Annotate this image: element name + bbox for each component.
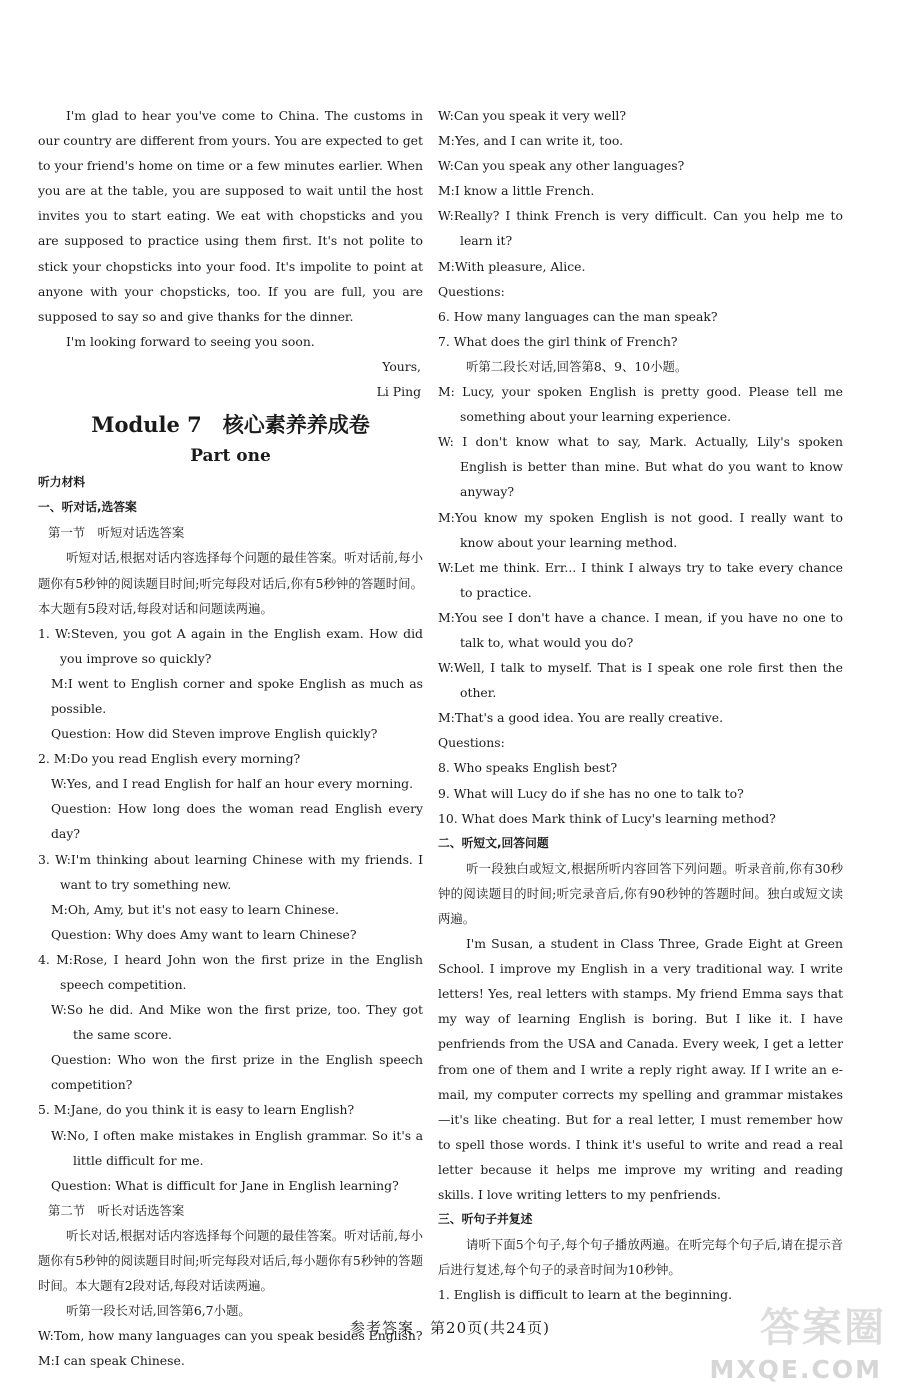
dialogue-line: 5. M:Jane, do you think it is easy to learn English? (38, 1102, 355, 1118)
sentence-item: 1. English is difficult to learn at the beginning. (438, 1287, 733, 1303)
dialog-1-intro: 听第一段长对话,回答第6,7小题。 (66, 1303, 251, 1319)
dialogue-line: W:No, I often make mistakes in English grammar. So it's a little difficult for me. (51, 1127, 423, 1168)
letter-paragraph-2: I'm looking forward to seeing you soon. (66, 333, 315, 349)
question-item: 10. What does Mark think of Lucy's learning method? (438, 810, 776, 826)
subsection-1-instructions: 听短对话,根据对话内容选择每个问题的最佳答案。听对话前,每小题你有5秒钟的阅读题目时间;听完每段对话后,你有5秒钟的答题时间。本大题有5段对话,每段对话和问题读两遍。 (38, 550, 423, 616)
dialogue-line: W:Tom, how many languages can you speak besides English? (38, 1328, 423, 1344)
dialogue-line: 3. W:I'm thinking about learning Chinese with my friends. I want to try something new. (38, 851, 423, 892)
questions-label: Questions: (438, 735, 505, 751)
dialogue-line: W:Let me think. Err... I think I always try to take every chance to practice. (438, 559, 843, 600)
dialogue-line: M:Yes, and I can write it, too. (438, 133, 624, 149)
dialogue-question: Question: How long does the woman read English every day? (51, 801, 423, 842)
question-item: 8. Who speaks English best? (438, 760, 618, 776)
dialogue-line: W:Well, I talk to myself. That is I speak one role first then the other. (438, 660, 843, 701)
section-2-title: 二、听短文,回答问题 (438, 835, 549, 850)
listening-passage: I'm Susan, a student in Class Three, Grade Eight at Green School. I improve my English in a very traditional way. I write letters! Yes, real letters with stamps. My friend Emma says that my way of learning English is boring. But I like it. I have penfriends from the USA and Canada. Every week, I get a letter from one of them and I write a reply right away. If I write an e-mail, my computer corrects my spelling and grammar mistakes—it's like cheating. But for a real letter, I must remember how to spell those words. I think it's useful to write and read a real letter because it helps me improve my writing and reading skills. I love writing letters to my penfriends. (438, 936, 843, 1203)
dialogue-line: M:That's a good idea. You are really creative. (438, 710, 724, 726)
right-column (438, 103, 843, 1308)
dialogue-question: Question: Why does Amy want to learn Chinese? (51, 926, 357, 942)
listening-label: 听力材料 (38, 475, 86, 490)
subsection-1-title: 第一节 听短对话选答案 (48, 525, 185, 541)
letter-signature: Li Ping (376, 384, 421, 400)
section-3-instructions: 请听下面5个句子,每个句子播放两遍。在听完每个句子后,请在提示音后进行复述,每个句子的录音时间为10秒钟。 (438, 1237, 843, 1278)
dialogue-line: M:With pleasure, Alice. (438, 258, 586, 274)
module-title: Module 7 核心素养养成卷 (91, 412, 370, 438)
dialogue-question: Question: Who won the first prize in the English speech competition? (51, 1052, 423, 1093)
watermark-logo (711, 1296, 886, 1384)
dialogue-line: 2. M:Do you read English every morning? (38, 751, 301, 767)
page-footer: 参考答案 第20页(共24页) (350, 1319, 550, 1337)
watermark-site-text: MXQE.COM (709, 1355, 882, 1384)
question-item: 7. What does the girl think of French? (438, 333, 678, 349)
dialogue-line: M: Lucy, your spoken English is pretty good. Please tell me something about your learning experience. (438, 384, 843, 425)
section-3-title: 三、听句子并复述 (438, 1212, 533, 1227)
dialogue-question: Question: What is difficult for Jane in English learning? (51, 1177, 399, 1193)
dialogue-line: M:I can speak Chinese. (38, 1353, 185, 1369)
dialogue-line: W:Can you speak it very well? (438, 108, 627, 123)
dialogue-line: 1. W:Steven, you got A again in the English exam. How did you improve so quickly? (38, 625, 423, 666)
dialogue-line: M:You know my spoken English is not good. I really want to know about your learning method. (438, 509, 843, 550)
dialogue-line: M:Oh, Amy, but it's not easy to learn Chinese. (51, 901, 339, 917)
dialogue-line: W: I don't know what to say, Mark. Actually, Lily's spoken English is better than mine. But what do you want to know anyway? (438, 434, 843, 500)
subsection-2-title: 第二节 听长对话选答案 (48, 1202, 185, 1218)
dialogue-line: 4. M:Rose, I heard John won the first prize in the English speech competition. (38, 951, 423, 992)
dialogue-line: M:I know a little French. (438, 183, 595, 199)
left-column (38, 103, 423, 1374)
dialogue-line: M:You see I don't have a chance. I mean, if you have no one to talk to, what would you do? (438, 609, 843, 650)
letter-closing: Yours, (382, 358, 421, 374)
dialogue-line: W:So he did. And Mike won the first prize, too. They got the same score. (51, 1002, 423, 1043)
questions-label: Questions: (438, 283, 505, 299)
part-title: Part one (190, 446, 271, 467)
subsection-2-instructions: 听长对话,根据对话内容选择每个问题的最佳答案。听对话前,每小题你有5秒钟的阅读题目时间;听完每段对话后,每小题你有5秒钟的答题时间。本大题有2段对话,每段对话读两遍。 (38, 1227, 423, 1294)
section-2-instructions: 听一段独白或短文,根据所听内容回答下列问题。听录音前,你有30秒钟的阅读题目的时间;听完录音后,你有90秒钟的答题时间。独白或短文读两遍。 (438, 860, 843, 926)
dialogue-line: W:Yes, and I read English for half an hour every morning. (51, 776, 414, 792)
watermark-logo-text: 答案圈 (760, 1305, 886, 1351)
dialogue-line: W:Can you speak any other languages? (438, 158, 685, 174)
section-1-title: 一、听对话,选答案 (38, 500, 137, 515)
letter-paragraph-1: I'm glad to hear you've come to China. The customs in our country are different from yours. You are expected to get to your friend's home on time or a few minutes earlier. When you are at the table, you are supposed to wait until the host invites you to start eating. We eat with chopsticks and you are supposed to practice using them first. It's not polite to stick your chopsticks into your food. It's impolite to point at anyone with your chopsticks, too. If you are full, you are supposed to say so and give thanks for the dinner. (38, 108, 423, 324)
question-item: 6. How many languages can the man speak? (438, 308, 718, 324)
dialogue-question: Question: How did Steven improve English quickly? (51, 726, 378, 742)
dialog-2-intro: 听第二段长对话,回答第8、9、10小题。 (466, 358, 688, 374)
question-item: 9. What will Lucy do if she has no one to talk to? (438, 785, 744, 801)
dialogue-line: W:Really? I think French is very difficult. Can you help me to learn it? (438, 208, 843, 249)
dialogue-line: M:I went to English corner and spoke English as much as possible. (51, 675, 423, 716)
